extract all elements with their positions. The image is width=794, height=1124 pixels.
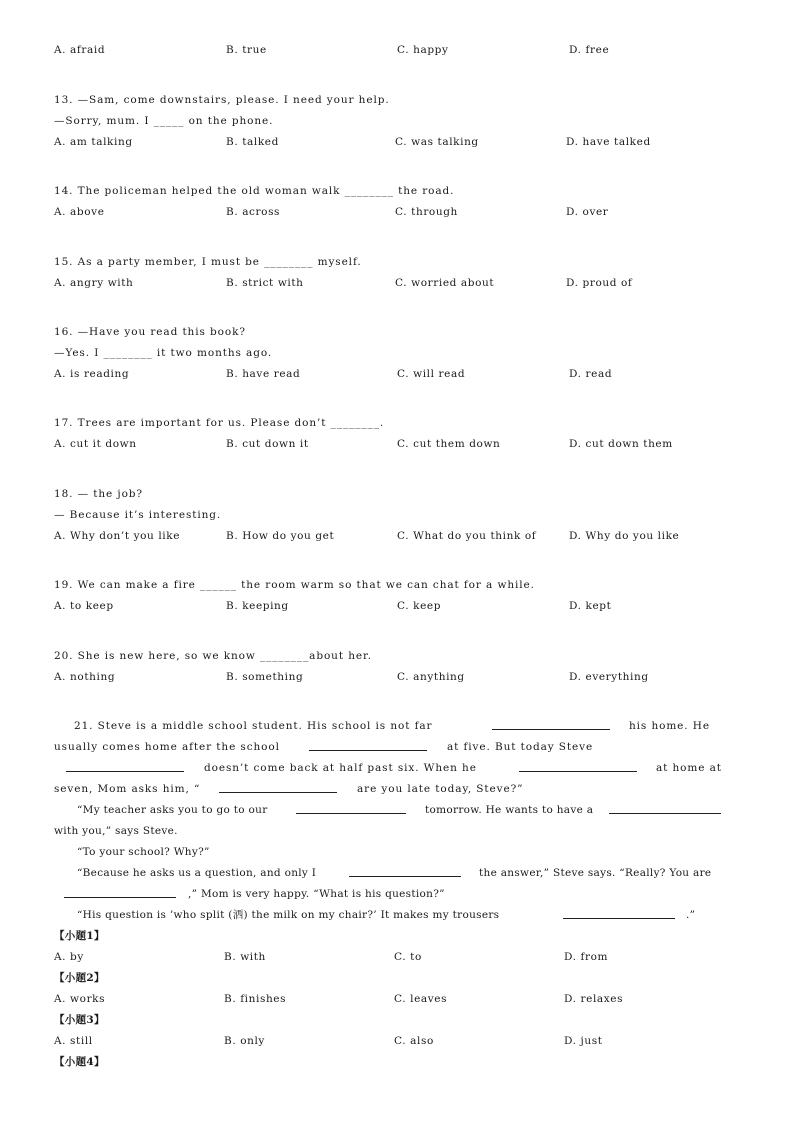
question-stem: 15. As a party member, I must be ________ myself. xyxy=(54,256,362,268)
option-a[interactable]: A. nothing xyxy=(54,671,116,683)
option-c[interactable]: C. through xyxy=(395,206,458,218)
option-b[interactable]: B. strict with xyxy=(226,277,304,289)
option-d[interactable]: D. cut down them xyxy=(569,438,673,450)
passage-text: .” xyxy=(686,909,696,921)
subquestion-label: 【小题2】 xyxy=(54,972,105,984)
question-line: —Sorry, mum. I _____ on the phone. xyxy=(54,115,274,127)
option-d[interactable]: D. over xyxy=(566,206,609,218)
option-b[interactable]: B. only xyxy=(224,1035,265,1047)
option-b[interactable]: B. talked xyxy=(226,136,279,148)
option-c[interactable]: C. anything xyxy=(397,671,465,683)
passage-text: “To your school? Why?” xyxy=(77,846,210,858)
passage-text: his home. He xyxy=(629,720,710,732)
option-a[interactable]: A. angry with xyxy=(54,277,134,289)
question-stem: 20. She is new here, so we know ________about her. xyxy=(54,650,372,662)
option-b[interactable]: B. true xyxy=(226,44,267,56)
option-b[interactable]: B. finishes xyxy=(224,993,287,1005)
option-c[interactable]: C. also xyxy=(394,1035,434,1047)
subquestion-label: 【小题1】 xyxy=(54,930,105,942)
option-b[interactable]: B. keeping xyxy=(226,600,289,612)
option-b[interactable]: B. have read xyxy=(226,368,301,380)
option-c[interactable]: C. happy xyxy=(397,44,449,56)
option-a[interactable]: A. afraid xyxy=(54,44,106,56)
answer-blank[interactable] xyxy=(519,761,637,772)
passage-text: usually comes home after the school xyxy=(54,741,280,753)
option-b[interactable]: B. across xyxy=(226,206,281,218)
option-b[interactable]: B. with xyxy=(224,951,266,963)
answer-blank[interactable] xyxy=(66,761,184,772)
option-a[interactable]: A. is reading xyxy=(54,368,130,380)
passage-text: seven, Mom asks him, “ xyxy=(54,783,201,795)
option-d[interactable]: D. free xyxy=(569,44,610,56)
option-d[interactable]: D. kept xyxy=(569,600,612,612)
option-d[interactable]: D. from xyxy=(564,951,609,963)
subquestion-label: 【小题3】 xyxy=(54,1014,105,1026)
answer-blank[interactable] xyxy=(64,887,176,898)
passage-text: tomorrow. He wants to have a xyxy=(425,804,594,816)
answer-blank[interactable] xyxy=(563,908,675,919)
passage-text: the answer,” Steve says. “Really? You are xyxy=(479,867,712,879)
option-a[interactable]: A. still xyxy=(54,1035,93,1047)
option-a[interactable]: A. cut it down xyxy=(54,438,137,450)
passage-text: are you late today, Steve?” xyxy=(357,783,524,795)
passage-text: “His question is ’who split (洒) the milk on my chair?’ It makes my trousers xyxy=(77,909,500,921)
option-a[interactable]: A. Why don’t you like xyxy=(54,530,181,542)
option-d[interactable]: D. Why do you like xyxy=(569,530,680,542)
passage-text: “Because he asks us a question, and only I xyxy=(77,867,317,879)
option-c[interactable]: C. will read xyxy=(397,368,466,380)
option-d[interactable]: D. everything xyxy=(569,671,649,683)
option-a[interactable]: A. above xyxy=(54,206,105,218)
passage-text: doesn’t come back at half past six. When he xyxy=(204,762,477,774)
option-b[interactable]: B. cut down it xyxy=(226,438,309,450)
option-d[interactable]: D. just xyxy=(564,1035,603,1047)
option-a[interactable]: A. to keep xyxy=(54,600,114,612)
subquestion-label: 【小题4】 xyxy=(54,1056,105,1068)
option-c[interactable]: C. was talking xyxy=(395,136,479,148)
answer-blank[interactable] xyxy=(309,740,427,751)
option-c[interactable]: C. keep xyxy=(397,600,442,612)
question-stem: 16. —Have you read this book? xyxy=(54,326,246,338)
passage-text: ,” Mom is very happy. “What is his question?” xyxy=(188,888,445,900)
passage-text: with you,” says Steve. xyxy=(54,825,178,837)
question-stem: 14. The policeman helped the old woman walk ________ the road. xyxy=(54,185,455,197)
answer-blank[interactable] xyxy=(492,719,610,730)
option-a[interactable]: A. am talking xyxy=(54,136,133,148)
option-c[interactable]: C. leaves xyxy=(394,993,448,1005)
option-a[interactable]: A. works xyxy=(54,993,106,1005)
passage-text: at five. But today Steve xyxy=(447,741,594,753)
option-b[interactable]: B. How do you get xyxy=(226,530,335,542)
option-c[interactable]: C. to xyxy=(394,951,422,963)
option-c[interactable]: C. cut them down xyxy=(397,438,501,450)
question-stem: 19. We can make a fire ______ the room warm so that we can chat for a while. xyxy=(54,579,535,591)
question-line: — Because it’s interesting. xyxy=(54,509,222,521)
option-d[interactable]: D. read xyxy=(569,368,613,380)
answer-blank[interactable] xyxy=(219,782,337,793)
option-c[interactable]: C. worried about xyxy=(395,277,495,289)
option-a[interactable]: A. by xyxy=(54,951,84,963)
option-d[interactable]: D. proud of xyxy=(566,277,633,289)
answer-blank[interactable] xyxy=(296,803,406,814)
option-d[interactable]: D. have talked xyxy=(566,136,651,148)
question-line: —Yes. I ________ it two months ago. xyxy=(54,347,273,359)
answer-blank[interactable] xyxy=(609,803,721,814)
option-b[interactable]: B. something xyxy=(226,671,304,683)
question-stem: 17. Trees are important for us. Please don’t ________. xyxy=(54,417,385,429)
question-stem: 13. —Sam, come downstairs, please. I need your help. xyxy=(54,94,390,106)
passage-text: at home at xyxy=(656,762,722,774)
option-d[interactable]: D. relaxes xyxy=(564,993,624,1005)
answer-blank[interactable] xyxy=(349,866,461,877)
passage-text: “My teacher asks you to go to our xyxy=(77,804,268,816)
option-c[interactable]: C. What do you think of xyxy=(397,530,537,542)
question-stem: 18. — the job? xyxy=(54,488,143,500)
passage-text: 21. Steve is a middle school student. His school is not far xyxy=(74,720,433,732)
